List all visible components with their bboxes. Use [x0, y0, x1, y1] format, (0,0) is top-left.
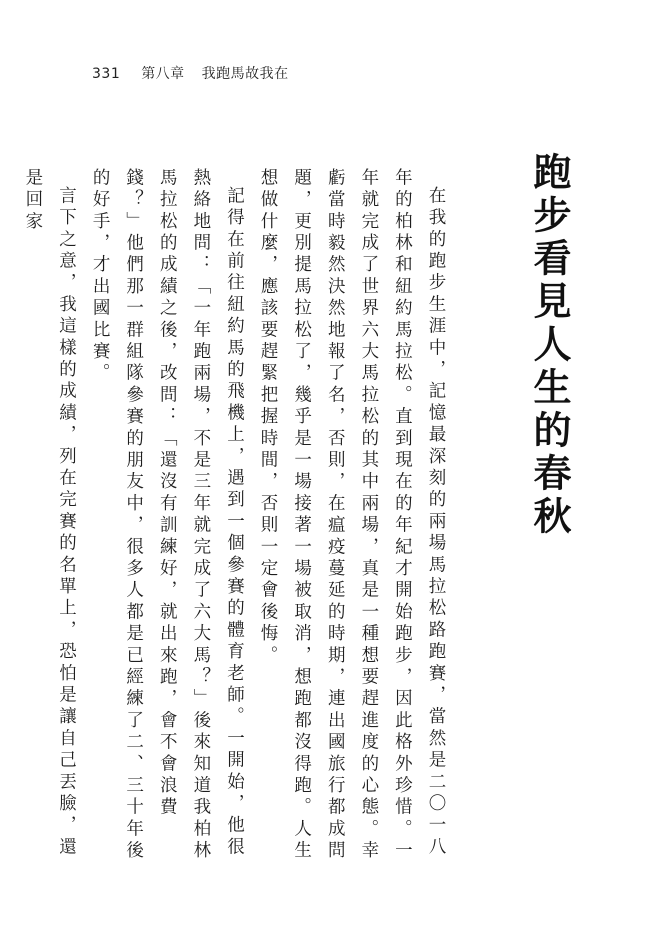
paragraph-1: 在我的跑步生涯中，記憶最深刻的兩場馬拉松路跑賽，當然是二〇一八年的柏林和紐約馬拉松。直到現在的年紀才開始跑步，因此格外珍惜。一年就完成了世界六大馬拉松的其中兩場，真是一種想要趕進度的心態。幸虧當時毅然決然地報了名，否則，在瘟疫蔓延的時期，連出國旅行都成問題，更別提馬拉松了，幾乎是一場接著一場被取消，想跑都沒得跑。人生想做什麼，應該要趕緊把握時間，否則一定會後悔。	[258, 168, 446, 863]
page-number: 331	[92, 66, 121, 82]
article-body	[22, 168, 452, 868]
paragraph-3: 言下之意，我這樣的成績，列在完賽的名單上，恐怕是讓自己丟臉，還是回家	[22, 168, 77, 859]
paragraph-2: 記得在前往紐約馬的飛機上，遇到一個參賽的體育老師。一開始，他很熱絡地問：「一年跑兩場，不是三年就完成了六大馬？」後來知道我柏林馬拉松的成績之後，改問：「還沒有訓練好，就出來跑，會不會浪費錢？」他們那一群組隊參賽的朋友中，很多人都是已經練了二、三十年後的好手，才出國比賽。	[90, 168, 245, 863]
chapter-title: 我跑馬故我在	[201, 66, 289, 82]
chapter-label: 第八章	[141, 66, 185, 82]
running-header	[92, 63, 289, 83]
article-title: 跑步看見人生的春秋	[527, 152, 571, 539]
